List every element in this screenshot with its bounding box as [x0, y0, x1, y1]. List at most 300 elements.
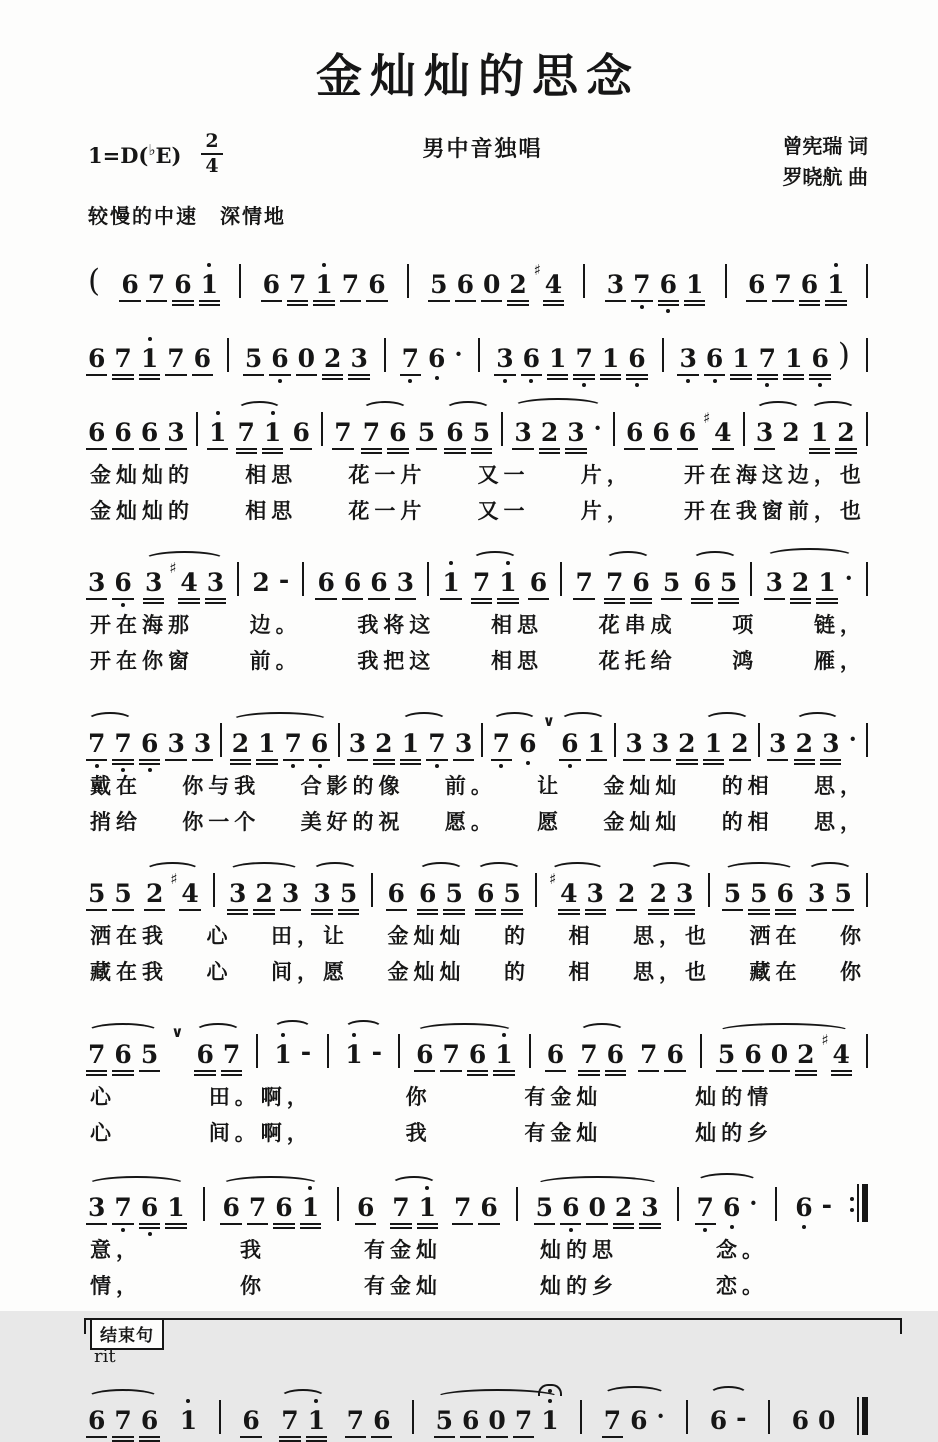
octave-dot-above	[834, 263, 838, 267]
octave-dot-below	[121, 1228, 125, 1232]
barline	[501, 412, 503, 446]
slur-group	[402, 731, 446, 756]
beam-line	[630, 602, 651, 604]
lyric-line-2	[90, 956, 866, 986]
beam-line	[677, 374, 698, 376]
note-group	[402, 343, 463, 371]
barline	[371, 873, 373, 907]
note-group	[442, 570, 459, 595]
note: 1	[209, 420, 226, 445]
note-group	[357, 1195, 374, 1220]
beam-line	[638, 1070, 659, 1072]
note: ♯ 4	[180, 570, 197, 595]
note: 1	[499, 570, 516, 595]
music-system-7	[88, 996, 868, 1147]
octave-dot-below	[503, 379, 507, 383]
music-system-6	[88, 846, 868, 986]
beam-line	[247, 1223, 268, 1225]
beam-line	[230, 759, 251, 761]
beam-line	[311, 913, 332, 915]
note: 3	[167, 420, 184, 445]
barline	[427, 562, 429, 596]
slur-group	[717, 1031, 850, 1069]
beam-line	[730, 374, 751, 376]
beam-line	[794, 759, 815, 761]
slur-group	[419, 881, 463, 906]
beam-line	[453, 759, 474, 761]
barline	[708, 873, 710, 907]
music-symbol: ·	[848, 726, 857, 753]
music-symbol: ·	[749, 1190, 758, 1217]
beam-line	[178, 602, 199, 604]
music-row	[88, 846, 868, 906]
beam-line	[769, 1070, 790, 1072]
note: 1	[442, 570, 459, 595]
slur-group	[493, 731, 537, 756]
beam-line	[287, 300, 308, 302]
note-group	[88, 420, 185, 445]
beam-line	[86, 759, 107, 761]
lyric-segment: 片，	[580, 464, 633, 487]
beam-line	[475, 913, 496, 915]
beam-line	[460, 1436, 481, 1438]
beam-line	[604, 598, 625, 600]
beam-line	[440, 598, 461, 600]
beam-line	[467, 1070, 488, 1072]
beam-line	[86, 1223, 107, 1225]
lyric-segment: 开在海这边，也	[683, 464, 866, 487]
note: 7	[442, 1042, 459, 1067]
beam-line	[539, 448, 560, 450]
beam-line	[139, 1227, 160, 1229]
note: 7	[334, 420, 351, 445]
barline	[662, 338, 664, 372]
beam-line	[507, 304, 528, 306]
beam-line	[790, 598, 811, 600]
slur-group	[724, 881, 794, 906]
final-barline	[857, 1397, 868, 1435]
note: 7	[114, 346, 131, 371]
beam-line	[573, 598, 594, 600]
lyric-segment: 你	[840, 961, 866, 984]
slur-group	[145, 870, 199, 908]
beam-line	[820, 763, 841, 765]
barline	[529, 1034, 531, 1068]
note: 0	[818, 1406, 836, 1435]
note: 3	[756, 420, 773, 445]
beam-line	[658, 304, 679, 306]
note: 1	[302, 1195, 319, 1220]
note: 7	[347, 1408, 364, 1433]
beam-line	[199, 304, 220, 306]
beam-line	[630, 598, 651, 600]
beam-line	[534, 1223, 555, 1225]
lyric-segment: 合影的像	[300, 775, 405, 798]
note-group	[317, 570, 414, 595]
beam-line	[602, 1436, 623, 1438]
lyric-segment: 的相	[721, 811, 774, 834]
note-group	[141, 731, 211, 756]
sharp-icon: ♯	[549, 870, 557, 888]
note: 1	[264, 420, 281, 445]
beam-line	[806, 909, 827, 911]
beam-line	[718, 602, 739, 604]
lyric-segment: 你一个	[182, 811, 261, 834]
note: 6	[679, 420, 696, 445]
note: 6	[114, 420, 131, 445]
note: 3	[641, 1195, 658, 1220]
slur-group	[756, 420, 800, 445]
beam-line	[794, 763, 815, 765]
note: 6	[121, 272, 138, 297]
lyric-segment: 愿	[537, 811, 564, 834]
note-group	[640, 1042, 684, 1067]
note: 6	[446, 420, 463, 445]
music-symbol: -	[736, 1403, 747, 1432]
octave-dot-above	[502, 1033, 506, 1037]
note: 7	[249, 1195, 266, 1220]
barline	[213, 873, 215, 907]
note: 1	[180, 1408, 197, 1433]
note: 5	[114, 881, 131, 906]
beam-line	[348, 378, 369, 380]
note-group	[530, 570, 547, 595]
sharp-icon: ♯	[533, 261, 542, 279]
lyric-segment: 间。啊，	[208, 1122, 313, 1145]
barline	[580, 1400, 582, 1434]
beam-line	[444, 448, 465, 450]
sharp-icon: ♯	[169, 559, 177, 577]
beam-line	[143, 602, 164, 604]
beam-line	[373, 759, 394, 761]
note: 2	[650, 881, 667, 906]
beam-line	[565, 452, 586, 454]
note: 3	[567, 420, 584, 445]
beam-line	[387, 452, 408, 454]
beam-line	[112, 1436, 133, 1438]
beam-line	[426, 759, 447, 761]
note: 7	[774, 272, 791, 297]
beam-line	[368, 598, 389, 600]
note: 6	[141, 1408, 158, 1433]
note: 7	[604, 1408, 621, 1433]
note: 2	[509, 272, 526, 297]
lyric-segment: 恋。	[716, 1275, 768, 1298]
note: 1	[686, 272, 703, 297]
lyric-segment: 我把这	[357, 650, 436, 673]
music-symbol: ·	[593, 415, 602, 442]
lyric-segment: 花一片	[348, 500, 427, 523]
barline	[384, 338, 386, 372]
beam-line	[300, 1227, 321, 1229]
beam-line	[648, 909, 669, 911]
lyric-segment: 又一	[477, 464, 530, 487]
beam-line	[332, 448, 353, 450]
note: 3	[496, 346, 513, 371]
time-signature-top: 2	[201, 132, 222, 155]
note: 6	[791, 1406, 810, 1435]
music-symbol: )	[837, 337, 850, 373]
beam-line	[729, 759, 750, 761]
lyric-segment: 意，	[90, 1239, 142, 1262]
note: 6	[194, 346, 211, 371]
note: 2	[678, 731, 695, 756]
barline	[560, 562, 562, 596]
slur-group	[144, 559, 225, 597]
barline	[866, 412, 868, 446]
barline	[768, 1400, 770, 1434]
barline	[775, 1187, 777, 1221]
beam-line	[835, 448, 856, 450]
beam-line	[573, 378, 594, 380]
lyric-segment: 相	[568, 961, 595, 984]
lyric-segment: 前。	[444, 775, 497, 798]
lyric-segment: 愿。	[444, 811, 497, 834]
music-symbol: -	[278, 565, 290, 594]
note-group	[625, 409, 732, 447]
slur-group	[281, 1408, 325, 1433]
lyric-line-1	[90, 920, 866, 950]
barline	[535, 873, 537, 907]
beam-line	[146, 300, 167, 302]
barline	[866, 338, 868, 372]
beam-line	[417, 913, 438, 915]
beam-line	[172, 304, 193, 306]
note: ♯ 4	[714, 420, 731, 445]
note: 3	[207, 570, 224, 595]
beam-line	[573, 374, 594, 376]
note: 6	[263, 272, 280, 297]
octave-dot-below	[318, 764, 322, 768]
beam-line	[192, 374, 213, 376]
lyric-line-2	[90, 645, 866, 675]
music-symbol: ·	[454, 341, 463, 368]
beam-line	[703, 763, 724, 765]
note: 6	[777, 881, 794, 906]
lyric-segment: 相思	[245, 500, 298, 523]
note-group	[547, 1042, 564, 1067]
barline	[237, 562, 239, 596]
lyric-segment: 金灿灿	[387, 925, 466, 948]
beam-line	[775, 909, 796, 911]
note: 6	[607, 1042, 624, 1067]
note: 1	[602, 346, 619, 371]
key-signature: 1=D(♭E)	[88, 140, 182, 168]
beam-line	[624, 448, 645, 450]
meta-row	[88, 132, 868, 194]
note: 6	[271, 346, 288, 371]
beam-line	[491, 759, 512, 761]
beam-line	[366, 300, 387, 302]
beam-line	[221, 1074, 242, 1076]
note: 1	[588, 731, 605, 756]
music-symbol: -	[821, 1190, 832, 1219]
lyric-line-1	[90, 1234, 866, 1264]
barline	[412, 1400, 414, 1434]
beam-line	[471, 452, 492, 454]
beam-line	[417, 909, 438, 911]
beam-line	[112, 909, 133, 911]
lyric-segment: 思，	[813, 775, 866, 798]
slur-group	[436, 1408, 559, 1433]
octave-dot-above	[322, 263, 326, 267]
slur-group	[811, 420, 855, 445]
slur-group	[766, 567, 853, 595]
octave-dot-above	[425, 1186, 429, 1190]
beam-line	[165, 1227, 186, 1229]
slur-group	[392, 1195, 436, 1220]
lyric-line-2	[90, 806, 866, 836]
note-group	[575, 570, 592, 595]
beam-line	[486, 1436, 507, 1438]
note: 6	[141, 420, 158, 445]
note: 3	[167, 731, 184, 756]
ending-bracket	[84, 1318, 902, 1370]
note: 6	[368, 272, 385, 297]
lyric-segment: 链，	[813, 614, 866, 637]
note-group	[263, 272, 386, 297]
lyric-segment: 念。	[716, 1239, 768, 1262]
note: 6	[519, 731, 536, 756]
lyric-line-2	[90, 495, 866, 525]
credits	[782, 132, 868, 194]
beam-line	[639, 1227, 660, 1229]
barline	[239, 264, 241, 298]
note: 1	[141, 346, 158, 371]
beam-line	[139, 1070, 160, 1072]
note: 1	[419, 1195, 436, 1220]
beam-line	[521, 374, 542, 376]
note: 0	[298, 346, 315, 371]
beam-line	[585, 913, 606, 915]
beam-line	[262, 452, 283, 454]
beam-line	[578, 1070, 599, 1072]
beam-line	[315, 598, 336, 600]
beam-line	[742, 1070, 763, 1072]
note: 6	[389, 420, 406, 445]
beam-line	[240, 1436, 261, 1438]
note: 7	[114, 731, 131, 756]
note: 3	[607, 272, 624, 297]
beam-line	[626, 374, 647, 376]
note-group	[292, 420, 309, 445]
note: 3	[822, 731, 839, 756]
beam-line	[783, 378, 804, 380]
lyric-segment: 间，愿	[271, 961, 349, 984]
beam-line	[730, 378, 751, 380]
note: 5	[88, 881, 105, 906]
note: 7	[363, 420, 380, 445]
note: 6	[174, 272, 191, 297]
beam-line	[528, 598, 549, 600]
note: 3	[455, 731, 472, 756]
note-group	[245, 346, 368, 371]
beam-line	[558, 909, 579, 911]
beam-line	[757, 378, 778, 380]
beam-line	[428, 300, 449, 302]
note: 1	[308, 1408, 325, 1433]
note-group	[769, 731, 786, 756]
note: 7	[759, 346, 776, 371]
beam-line	[400, 374, 421, 376]
note: 6	[88, 420, 105, 445]
beam-line	[390, 1223, 411, 1225]
lyric-segment: 你与我	[182, 775, 261, 798]
beam-line	[648, 913, 669, 915]
note: 6	[88, 1408, 105, 1433]
beam-line	[605, 1070, 626, 1072]
note: 5	[718, 1042, 735, 1067]
octave-dot-above	[207, 263, 211, 267]
lyric-segment: 金灿灿	[603, 775, 682, 798]
beam-line	[691, 598, 712, 600]
octave-dot-below	[802, 1225, 806, 1229]
lyric-segment: 有金灿	[524, 1122, 603, 1145]
beam-line	[207, 448, 228, 450]
octave-dot-above	[216, 411, 220, 415]
beam-line	[497, 598, 518, 600]
note: 6	[523, 346, 540, 371]
beam-line	[338, 913, 359, 915]
beam-line	[194, 1074, 215, 1076]
lyric-segment: 相	[568, 925, 595, 948]
note: 7	[454, 1195, 471, 1220]
beam-line	[722, 909, 743, 911]
note: 5	[436, 1408, 453, 1433]
lyric-segment: 相思	[490, 650, 543, 673]
barline	[337, 1187, 339, 1221]
lyric-segment: 心	[206, 961, 233, 984]
beam-line	[86, 1070, 107, 1072]
note: 5	[245, 346, 262, 371]
note: 6	[317, 570, 334, 595]
music-symbol: ·	[844, 565, 853, 592]
beam-line	[578, 1074, 599, 1076]
note: 0	[483, 272, 500, 297]
beam-line	[513, 1436, 534, 1438]
beam-line	[783, 374, 804, 376]
octave-dot-below	[148, 768, 152, 772]
lyric-segment: 片，	[580, 500, 633, 523]
beam-line	[493, 1074, 514, 1076]
lyric-segment: 情，	[90, 1275, 142, 1298]
music-row	[88, 237, 868, 297]
beam-line	[748, 913, 769, 915]
beam-line	[283, 759, 304, 761]
note: 6	[222, 1195, 239, 1220]
note: 1	[785, 346, 802, 371]
octave-dot-above	[548, 1399, 552, 1403]
note: 6	[723, 1195, 740, 1220]
octave-dot-above	[352, 1033, 356, 1037]
beam-line	[256, 763, 277, 765]
note: 1	[167, 1195, 184, 1220]
beam-line	[831, 1074, 852, 1076]
note: 6	[693, 570, 710, 595]
beam-line	[112, 374, 133, 376]
beam-line	[220, 1223, 241, 1225]
note: 6	[141, 1195, 158, 1220]
note: 6	[660, 272, 677, 297]
barline	[219, 1400, 221, 1434]
note: 3	[397, 570, 414, 595]
beam-line	[112, 1070, 133, 1072]
beam-line	[417, 1227, 438, 1229]
note: 7	[633, 272, 650, 297]
beam-line	[86, 1074, 107, 1076]
note: 6	[388, 881, 405, 906]
note: 2	[731, 731, 748, 756]
